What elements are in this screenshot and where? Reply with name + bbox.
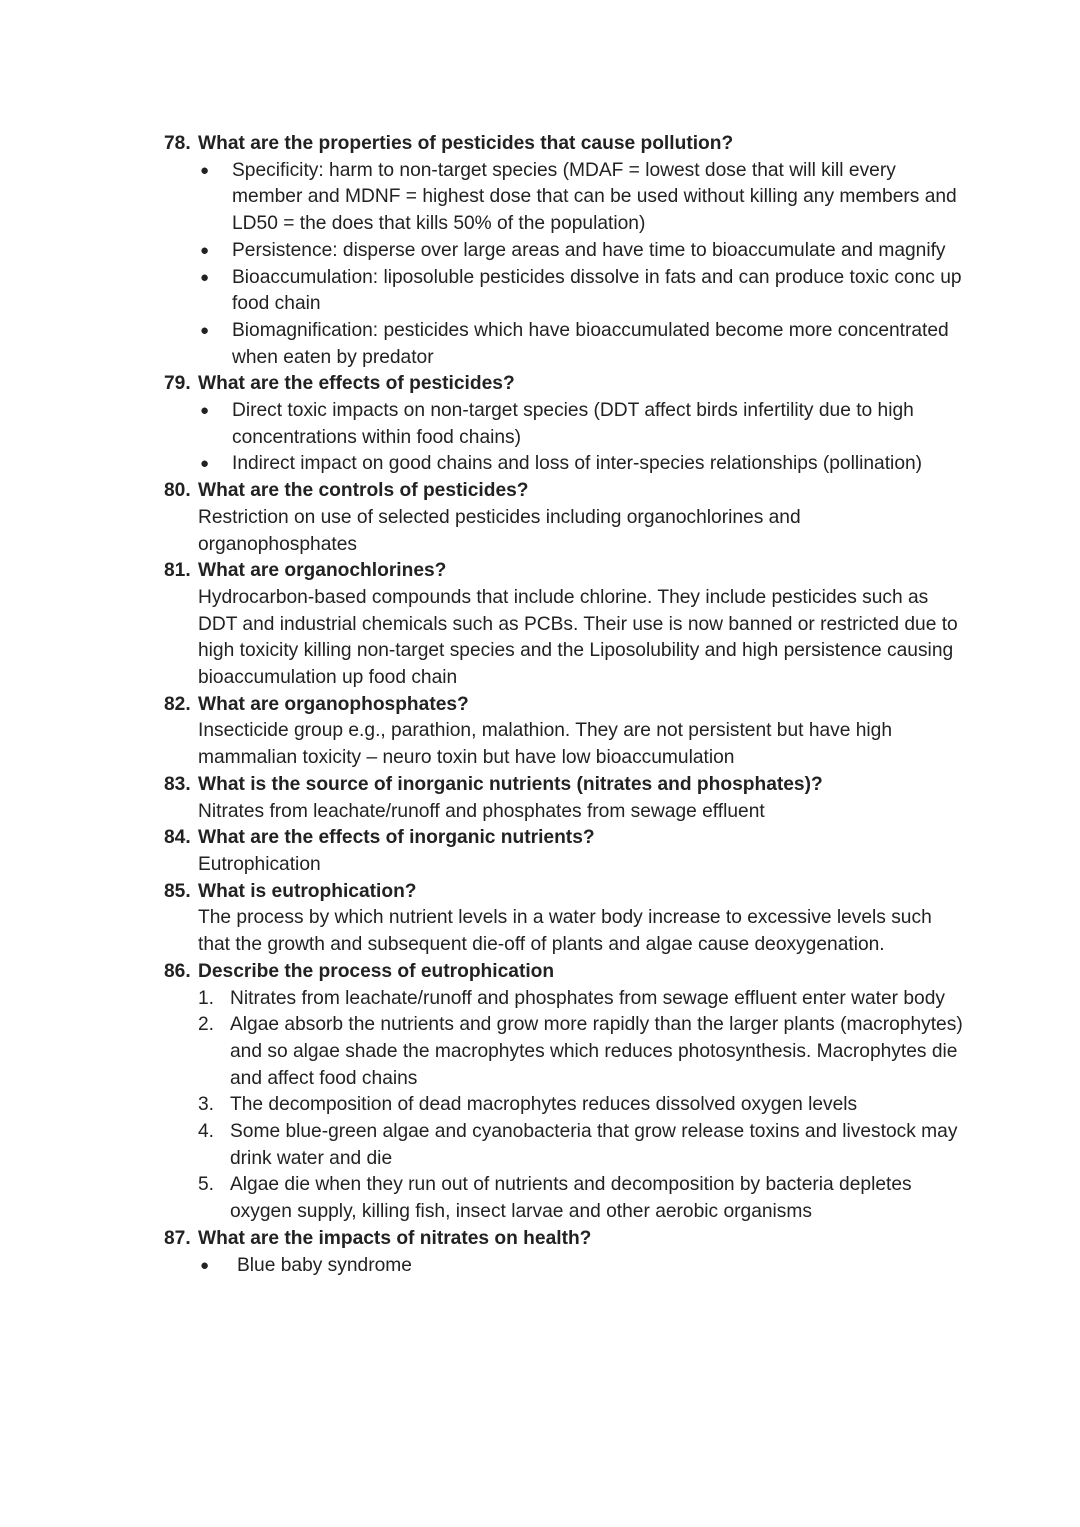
list-item: 4. Some blue-green algae and cyanobacteria that grow release toxins and livestock may drink water and die (198, 1121, 958, 1169)
document-page (164, 131, 964, 1279)
answer-80: Restriction on use of selected pesticides including organochlorines and organophosphates (198, 506, 801, 555)
question-82: 82. What are organophosphates? (164, 693, 469, 715)
list-item: ● Direct toxic impacts on non-target species (DDT affect birds infertility due to high concentrations within food chains) (164, 398, 964, 451)
question-83: 83. What is the source of inorganic nutrients (nitrates and phosphates)? (164, 773, 823, 795)
q86-steps (164, 986, 964, 1226)
question-87: 87. What are the impacts of nitrates on health? (164, 1227, 592, 1249)
q78-bullets (164, 158, 964, 372)
bullet-icon: ● (200, 321, 210, 339)
answer-84: Eutrophication (198, 853, 321, 875)
bullet-icon: ● (200, 1256, 210, 1274)
question-80: 80. What are the controls of pesticides? (164, 480, 529, 502)
bullet-icon: ● (200, 241, 210, 259)
question-85: 85. What is eutrophication? (164, 880, 417, 902)
answer-81: Hydrocarbon-based compounds that include chlorine. They include pesticides such as DDT and industrial chemicals such as PCBs. Their use is now banned or restricted due to high toxicity killing non-target species and the Liposolubility and high persistence causing bioaccumulation up food chain (198, 586, 958, 689)
question-86: 86. Describe the process of eutrophication (164, 960, 555, 982)
list-item: ● Blue baby syndrome (164, 1253, 964, 1280)
list-item: ● Indirect impact on good chains and loss of inter-species relationships (pollination) (164, 451, 964, 478)
question-84: 84. What are the effects of inorganic nutrients? (164, 827, 595, 849)
list-item: 1. Nitrates from leachate/runoff and phosphates from sewage effluent enter water body (198, 987, 945, 1009)
list-item: 3. The decomposition of dead macrophytes reduces dissolved oxygen levels (198, 1094, 858, 1116)
bullet-icon: ● (200, 402, 210, 420)
question-78: 78. What are the properties of pesticides that cause pollution? (164, 133, 734, 154)
list-item: ● Bioaccumulation: liposoluble pesticides dissolve in fats and can produce toxic conc up food chain (164, 265, 964, 318)
list-item: ● Persistence: disperse over large areas and have time to bioaccumulate and magnify (164, 238, 964, 265)
answer-83: Nitrates from leachate/runoff and phosphates from sewage effluent (198, 800, 765, 822)
list-item: 2. Algae absorb the nutrients and grow more rapidly than the larger plants (macrophytes) and so algae shade the macrophytes which reduces photosynthesis. Macrophytes die and affect food chains (198, 1014, 963, 1089)
list-item: 5. Algae die when they run out of nutrients and decomposition by bacteria depletes oxygen supply, killing fish, insect larvae and other aerobic organisms (198, 1174, 912, 1223)
answer-85: The process by which nutrient levels in a water body increase to excessive levels such that the growth and subsequent die-off of plants and algae cause deoxygenation. (198, 907, 932, 956)
bullet-icon: ● (200, 455, 210, 473)
bullet-icon: ● (200, 268, 210, 286)
answer-82: Insecticide group e.g., parathion, malathion. They are not persistent but have high mammalian toxicity – neuro toxin but have low bioaccumulation (198, 720, 893, 769)
list-item: ● Biomagnification: pesticides which have bioaccumulated become more concentrated when eaten by predator (164, 318, 964, 371)
question-81: 81. What are organochlorines? (164, 560, 447, 582)
question-79: 79. What are the effects of pesticides? (164, 373, 515, 395)
q87-bullets (164, 1253, 964, 1280)
bullet-icon: ● (200, 161, 210, 179)
list-item: ● Specificity: harm to non-target species (MDAF = lowest dose that will kill every member and MDNF = highest dose that can be used without killing any members and LD50 = the does that kills 50% of the population) (164, 158, 964, 238)
q79-bullets (164, 398, 964, 478)
